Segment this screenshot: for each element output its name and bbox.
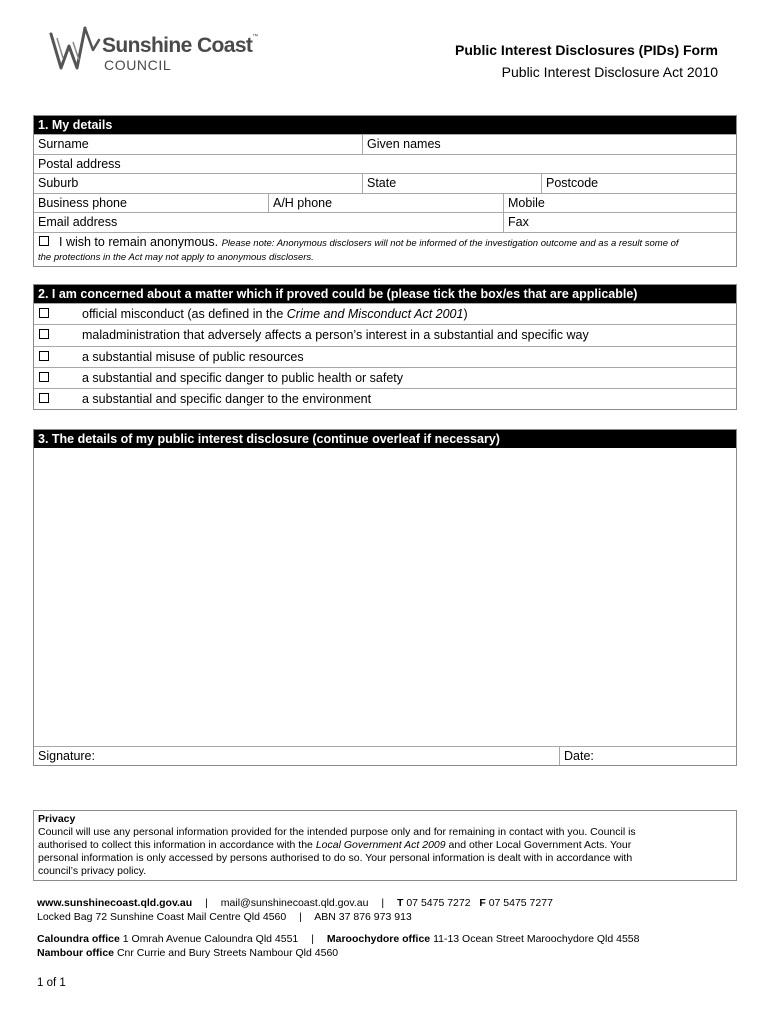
mail-address: Locked Bag 72 Sunshine Coast Mail Centre Qld 4560 <box>37 911 287 923</box>
signature-field[interactable]: Signature: <box>38 749 95 763</box>
website-link[interactable]: www.sunshinecoast.qld.gov.au <box>37 897 193 909</box>
disclosure-details-textarea[interactable] <box>34 448 736 746</box>
concern-option <box>34 388 736 409</box>
section-heading: 3. The details of my public interest disclosure (continue overleaf if necessary) <box>34 430 736 448</box>
nambour-address: Cnr Currie and Bury Streets Nambour Qld 4560 <box>116 947 339 959</box>
privacy-notice <box>33 810 737 881</box>
environment-checkbox[interactable] <box>39 393 49 403</box>
privacy-text: Council will use any personal information provided for the intended purpose only and for remaining in contact with you. Council is <box>38 826 636 838</box>
concern-option <box>34 346 736 367</box>
concern-label: a substantial misuse of public resources <box>82 349 304 364</box>
state-field[interactable]: State <box>362 174 541 193</box>
fax-number: 07 5475 7277 <box>488 897 553 909</box>
privacy-text: council’s privacy policy. <box>38 865 147 877</box>
page-number: 1 of 1 <box>37 977 66 989</box>
health-safety-checkbox[interactable] <box>39 372 49 382</box>
concern-label: a substantial and specific danger to public health or safety <box>82 371 404 386</box>
ah-phone-field[interactable]: A/H phone <box>268 194 503 213</box>
concern-label: a substantial and specific danger to the environment <box>82 392 372 407</box>
anonymous-checkbox[interactable] <box>39 236 49 246</box>
postal-row <box>34 154 736 174</box>
section-disclosure-details <box>33 429 737 766</box>
misuse-resources-checkbox[interactable] <box>39 351 49 361</box>
official-misconduct-checkbox[interactable] <box>39 308 49 318</box>
anonymous-note: Please note: Anonymous disclosers will not be informed of the investigation outcome and as a result some of <box>221 237 679 249</box>
phone-row <box>34 193 736 213</box>
logo-council: COUNCIL <box>104 57 172 73</box>
privacy-text: personal information is only accessed by persons authorised to do so. Your personal information is dealt with in accordance with <box>38 852 633 864</box>
footer-nambour-line: Nambour office Cnr Currie and Bury Streets Nambour Qld 4560 <box>37 947 339 959</box>
surname-field[interactable]: Surname <box>38 137 89 151</box>
given-names-field[interactable]: Given names <box>362 135 736 154</box>
logo-name: Sunshine Coast™ <box>102 34 258 57</box>
caloundra-address: 1 Omrah Avenue Caloundra Qld 4551 <box>122 933 299 945</box>
anonymous-label: I wish to remain anonymous. <box>59 234 219 249</box>
council-logo-mark-icon <box>47 20 103 76</box>
footer-contact-line: www.sunshinecoast.qld.gov.au | mail@sunshinecoast.qld.gov.au | T 07 5475 7272 F 07 5475 7277 <box>37 897 553 909</box>
signature-row <box>34 746 736 765</box>
phone-number: 07 5475 7272 <box>406 897 471 909</box>
footer-offices-line: Caloundra office 1 Omrah Avenue Caloundra Qld 4551 | Maroochydore office 11-13 Ocean Street Maroochydore Qld 4558 <box>37 933 640 945</box>
section-concerns <box>33 284 737 410</box>
email-row <box>34 212 736 232</box>
concern-label: official misconduct (as defined in the Crime and Misconduct Act 2001) <box>82 307 468 322</box>
abn: ABN 37 876 973 913 <box>314 911 412 923</box>
concern-option <box>34 324 736 345</box>
privacy-heading: Privacy <box>38 813 76 825</box>
maladministration-checkbox[interactable] <box>39 329 49 339</box>
concern-option <box>34 303 736 324</box>
privacy-text: authorised to collect this information in accordance with the Local Government Act 2009 and other Local Government Acts. Your <box>38 839 632 851</box>
concern-option <box>34 367 736 388</box>
email-field[interactable]: Email address <box>38 215 118 229</box>
section-heading: 2. I am concerned about a matter which if proved could be (please tick the box/es that are applicable) <box>34 285 736 303</box>
section-my-details <box>33 115 737 267</box>
council-logo <box>47 20 262 76</box>
date-field[interactable]: Date: <box>559 747 736 765</box>
business-phone-field[interactable]: Business phone <box>38 195 127 210</box>
mobile-field[interactable]: Mobile <box>503 194 736 213</box>
fax-field[interactable]: Fax <box>503 213 736 232</box>
form-subtitle: Public Interest Disclosure Act 2010 <box>501 64 718 80</box>
anonymous-note-cont: the protections in the Act may not apply to anonymous disclosers. <box>38 251 314 263</box>
name-row <box>34 134 736 154</box>
email-link[interactable]: mail@sunshinecoast.qld.gov.au <box>220 897 369 909</box>
footer-mail-line: Locked Bag 72 Sunshine Coast Mail Centre Qld 4560 | ABN 37 876 973 913 <box>37 911 412 923</box>
concern-label: maladministration that adversely affects a person’s interest in a substantial and specific way <box>82 328 589 343</box>
section-heading: 1. My details <box>34 116 736 134</box>
postal-address-field[interactable]: Postal address <box>38 156 121 171</box>
anonymous-row <box>34 232 736 266</box>
postcode-field[interactable]: Postcode <box>541 174 736 193</box>
form-title: Public Interest Disclosures (PIDs) Form <box>455 42 718 58</box>
suburb-field[interactable]: Suburb <box>38 176 79 190</box>
maroochydore-address: 11-13 Ocean Street Maroochydore Qld 4558 <box>433 933 640 945</box>
suburb-row <box>34 173 736 193</box>
